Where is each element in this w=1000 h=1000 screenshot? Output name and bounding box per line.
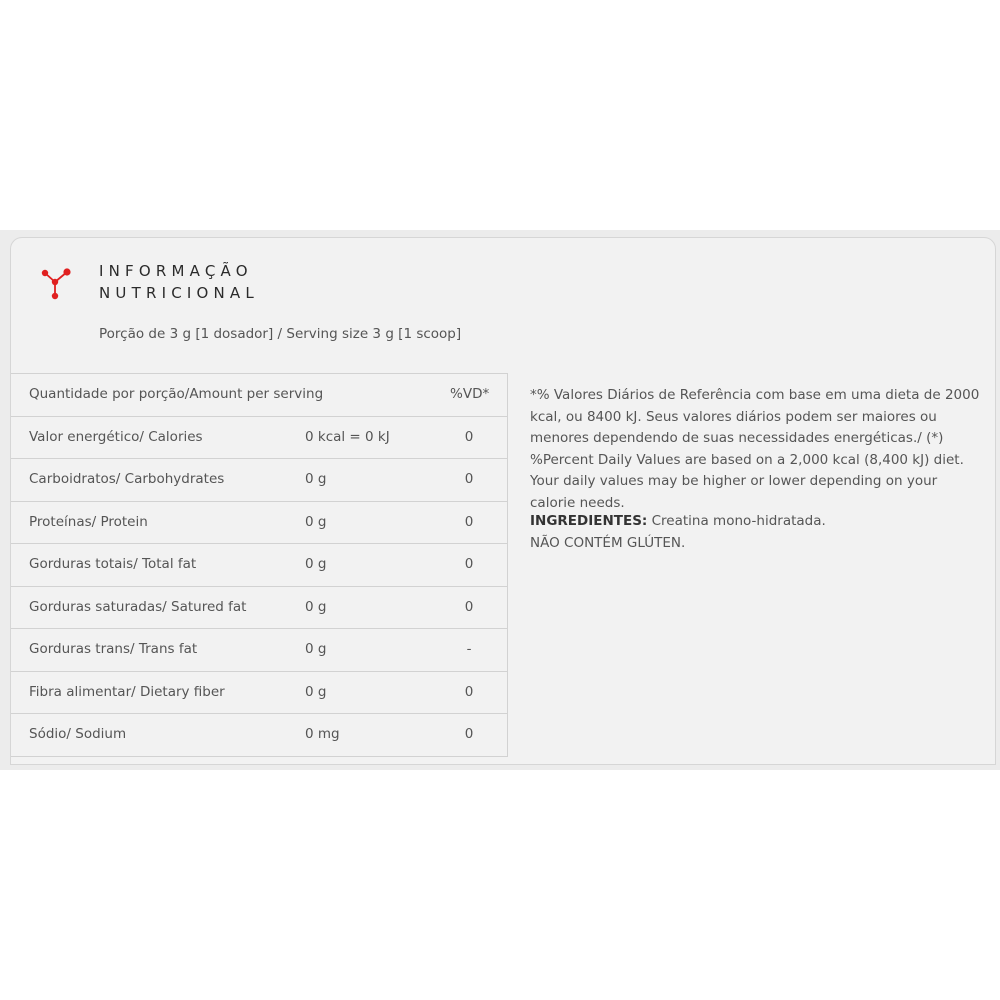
nutrient-vd: 0 — [464, 683, 474, 700]
nutrient-name: Gorduras totais/ Total fat — [29, 556, 197, 572]
nutrient-vd: 0 — [464, 726, 474, 742]
ingredients-line — [530, 511, 982, 533]
ingredients-label: INGREDIENTES: — [530, 513, 648, 529]
nutrient-name: Valor energético/ Calories — [29, 428, 203, 445]
nutrient-name: Sódio/ Sodium — [29, 726, 127, 742]
nutrient-amount: 0 g — [305, 513, 327, 530]
ingredients-block — [530, 511, 982, 554]
table-header-row — [11, 374, 507, 417]
nutrient-amount: 0 kcal = 0 kJ — [305, 428, 390, 445]
molecule-atom — [52, 279, 58, 285]
molecule-atom — [42, 270, 48, 276]
nutrient-amount: 0 g — [305, 683, 327, 700]
daily-values-note: *% Valores Diários de Referência com base em uma dieta de 2000 kcal, ou 8400 kJ. Seus valores diários podem ser maiores ou menores dependendo de suas necessidades energéticas./ (*) %Percent Daily Values are based on a 2,000 kcal (8,400 kJ) diet. Your daily values may be higher or lower depending on your calorie needs. — [530, 387, 980, 511]
table-row — [11, 672, 507, 715]
title-line-1: INFORMAÇÃO — [99, 262, 253, 280]
nutrient-amount: 0 g — [305, 471, 327, 487]
nutrient-name: Carboidratos/ Carbohydrates — [29, 471, 225, 487]
header-amount-per-serving: Quantidade por porção/Amount per serving — [29, 386, 324, 402]
nutrient-name: Gorduras saturadas/ Satured fat — [29, 598, 247, 615]
table-row — [11, 544, 507, 587]
nutrient-vd: 0 — [464, 428, 474, 445]
nutrient-amount: 0 g — [305, 598, 327, 615]
nutrient-vd: 0 — [464, 556, 474, 572]
nutrient-name: Proteínas/ Protein — [29, 513, 148, 530]
title-line-2: NUTRICIONAL — [99, 284, 259, 302]
table-row — [11, 502, 507, 545]
molecule-atom — [52, 293, 58, 299]
header-vd: %VD* — [450, 386, 490, 402]
table-row — [11, 417, 507, 460]
table-row — [11, 714, 507, 757]
table-row — [11, 587, 507, 630]
nutrient-vd: 0 — [464, 598, 474, 615]
molecule-logo-icon — [39, 264, 79, 304]
table-row — [11, 629, 507, 672]
page-title — [99, 260, 259, 304]
nutrient-name: Gorduras trans/ Trans fat — [29, 641, 198, 657]
gluten-statement: NÃO CONTÉM GLÚTEN. — [530, 534, 686, 551]
ingredients-value: Creatina mono-hidratada. — [647, 513, 826, 529]
molecule-atom — [63, 268, 70, 275]
nutrition-table — [11, 373, 508, 757]
nutrient-name: Fibra alimentar/ Dietary fiber — [29, 683, 225, 700]
nutrient-amount: 0 g — [305, 556, 327, 572]
table-row — [11, 459, 507, 502]
nutrient-vd: 0 — [464, 471, 474, 487]
serving-size: Porção de 3 g [1 dosador] / Serving size 3 g [1 scoop] — [99, 326, 462, 342]
nutrition-card — [10, 237, 996, 765]
nutrient-vd: 0 — [464, 513, 474, 530]
nutrient-amount: 0 mg — [305, 726, 340, 742]
nutrient-vd: - — [466, 641, 472, 657]
nutrient-amount: 0 g — [305, 641, 327, 657]
